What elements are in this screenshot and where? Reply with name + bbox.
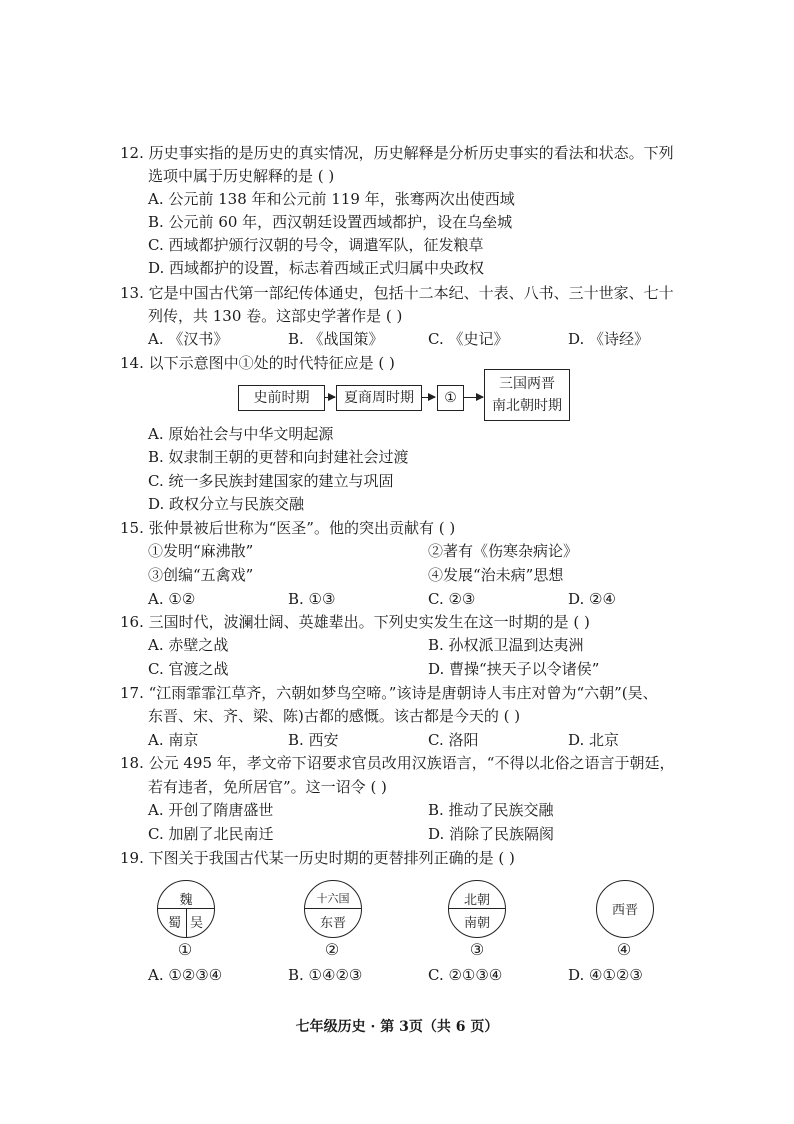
q12-option-a: A. 公元前 138 年和公元前 119 年，张骞两次出使西域 xyxy=(148,190,515,208)
circle2-number: ② xyxy=(324,940,340,959)
q13-option-c: C. 《史记》 xyxy=(428,330,509,348)
q15-option-c: C. ②③ xyxy=(428,590,476,608)
q18-option-d: D. 消除了民族隔阂 xyxy=(428,825,555,843)
circle1-right-wu: 吴 xyxy=(190,916,204,931)
circle4-label: 西晋 xyxy=(611,903,638,918)
circle1-number: ① xyxy=(177,940,193,959)
q12-stem-line1: 12. 历史事实指的是历史的真实情况，历史解释是分析历史事实的看法和状态。下列 xyxy=(120,144,674,162)
circle3-top: 北朝 xyxy=(463,893,490,908)
circle2-bottom: 东晋 xyxy=(319,916,346,931)
q17-stem-line1: 17. “江雨霏霏江草齐，六朝如梦鸟空啼。”该诗是唐朝诗人韦庄对曾为“六朝”(吴、 xyxy=(120,684,658,702)
q16-stem: 16. 三国时代，波澜壮阔、英雄辈出。下列史实发生在这一时期的是 ( ) xyxy=(120,613,590,631)
diagram-box4-line2: 南北朝时期 xyxy=(492,398,562,414)
q19-option-d: D. ④①②③ xyxy=(568,966,643,984)
q18-option-c: C. 加剧了北民南迁 xyxy=(148,825,274,843)
q16-option-b: B. 孙权派卫温到达夷洲 xyxy=(428,636,584,654)
q12-option-d: D. 西域都护的设置，标志着西域正式归属中央政权 xyxy=(148,259,485,277)
q14-option-c: C. 统一多民族封建国家的建立与巩固 xyxy=(148,472,394,490)
q14-option-d: D. 政权分立与民族交融 xyxy=(148,495,305,513)
q12-option-c: C. 西域都护颁行汉朝的号令，调遣军队，征发粮草 xyxy=(148,236,484,254)
q15-option-b: B. ①③ xyxy=(288,590,336,608)
q13-option-b: B. 《战国策》 xyxy=(288,330,384,348)
q15-item-3: ③创编“五禽戏” xyxy=(148,566,254,584)
page-footer: 七年级历史 · 第 3页（共 6 页） xyxy=(295,1019,499,1035)
q15-item-2: ②著有《伤寒杂病论》 xyxy=(428,542,579,560)
q14-option-b: B. 奴隶制王朝的更替和向封建社会过渡 xyxy=(148,448,409,466)
diagram-arrow-1 xyxy=(325,397,335,398)
q14-stem: 14. 以下示意图中①处的时代特征应是 ( ) xyxy=(120,354,395,372)
q19-option-b: B. ①④②③ xyxy=(288,966,363,984)
diagram-box4-line1: 三国两晋 xyxy=(499,376,555,392)
q15-item-4: ④发展“治未病”思想 xyxy=(428,566,564,584)
q15-item-1: ①发明“麻沸散” xyxy=(148,542,254,560)
q12-stem-line2: 选项中属于历史解释的是 ( ) xyxy=(148,167,335,185)
q14-option-a: A. 原始社会与中华文明起源 xyxy=(148,425,334,443)
q13-stem-line1: 13. 它是中国古代第一部纪传体通史，包括十二本纪、十表、八书、三十世家、七十 xyxy=(120,284,674,302)
diagram-box-prehistoric: 史前时期 xyxy=(238,385,325,411)
q17-option-c: C. 洛阳 xyxy=(428,731,479,749)
diagram-arrow-3 xyxy=(464,397,483,398)
circle2-divider xyxy=(305,908,361,909)
q16-option-a: A. 赤壁之战 xyxy=(148,636,229,654)
q19-option-a: A. ①②③④ xyxy=(148,966,223,984)
q16-option-d: D. 曹操“挟天子以令诸侯” xyxy=(428,660,600,678)
circle-western-jin xyxy=(596,880,654,938)
circle-three-kingdoms xyxy=(157,880,215,938)
q17-option-a: A. 南京 xyxy=(148,731,199,749)
q18-option-a: A. 开创了隋唐盛世 xyxy=(148,801,274,819)
q18-stem-line1: 18. 公元 495 年，孝文帝下诏要求官员改用汉族语言，“不得以北俗之语言于朝廷， xyxy=(120,754,675,772)
diagram-arrow-2 xyxy=(422,397,435,398)
q13-option-a: A. 《汉书》 xyxy=(148,330,229,348)
diagram-box-xia-shang-zhou: 夏商周时期 xyxy=(336,385,422,411)
q19-stem: 19. 下图关于我国古代某一历史时期的更替排列正确的是 ( ) xyxy=(120,849,515,867)
q15-stem: 15. 张仲景被后世称为“医圣”。他的突出贡献有 ( ) xyxy=(120,519,456,537)
q17-option-d: D. 北京 xyxy=(568,731,620,749)
q19-option-c: C. ②①③④ xyxy=(428,966,503,984)
circle1-top-wei: 魏 xyxy=(179,893,193,908)
circle3-bottom: 南朝 xyxy=(463,916,490,931)
circle1-left-shu: 蜀 xyxy=(168,916,182,931)
q17-stem-line2: 东晋、宋、齐、梁、陈)古都的感慨。该古都是今天的 ( ) xyxy=(148,707,521,725)
diagram-box-three-kingdoms xyxy=(484,369,570,421)
q12-option-b: B. 公元前 60 年，西汉朝廷设置西域都护，设在乌垒城 xyxy=(148,213,513,231)
q18-stem-line2: 若有违者，免所居官”。这一诏令 ( ) xyxy=(148,778,387,796)
circle-sixteen-kingdoms xyxy=(304,880,362,938)
q18-option-b: B. 推动了民族交融 xyxy=(428,801,554,819)
q13-option-d: D. 《诗经》 xyxy=(568,330,650,348)
circle4-number: ④ xyxy=(616,940,632,959)
q17-option-b: B. 西安 xyxy=(288,731,339,749)
q16-option-c: C. 官渡之战 xyxy=(148,660,229,678)
q15-option-d: D. ②④ xyxy=(568,590,616,608)
q15-option-a: A. ①② xyxy=(148,590,196,608)
circle1-vertical-divider xyxy=(186,908,187,937)
circle3-number: ③ xyxy=(469,940,485,959)
circle3-divider xyxy=(449,908,505,909)
diagram-box-blank-1: ① xyxy=(437,385,464,411)
q13-stem-line2: 列传，共 130 卷。这部史学著作是 ( ) xyxy=(148,307,403,325)
circle2-top: 十六国 xyxy=(316,892,350,905)
circle-northern-southern xyxy=(448,880,506,938)
